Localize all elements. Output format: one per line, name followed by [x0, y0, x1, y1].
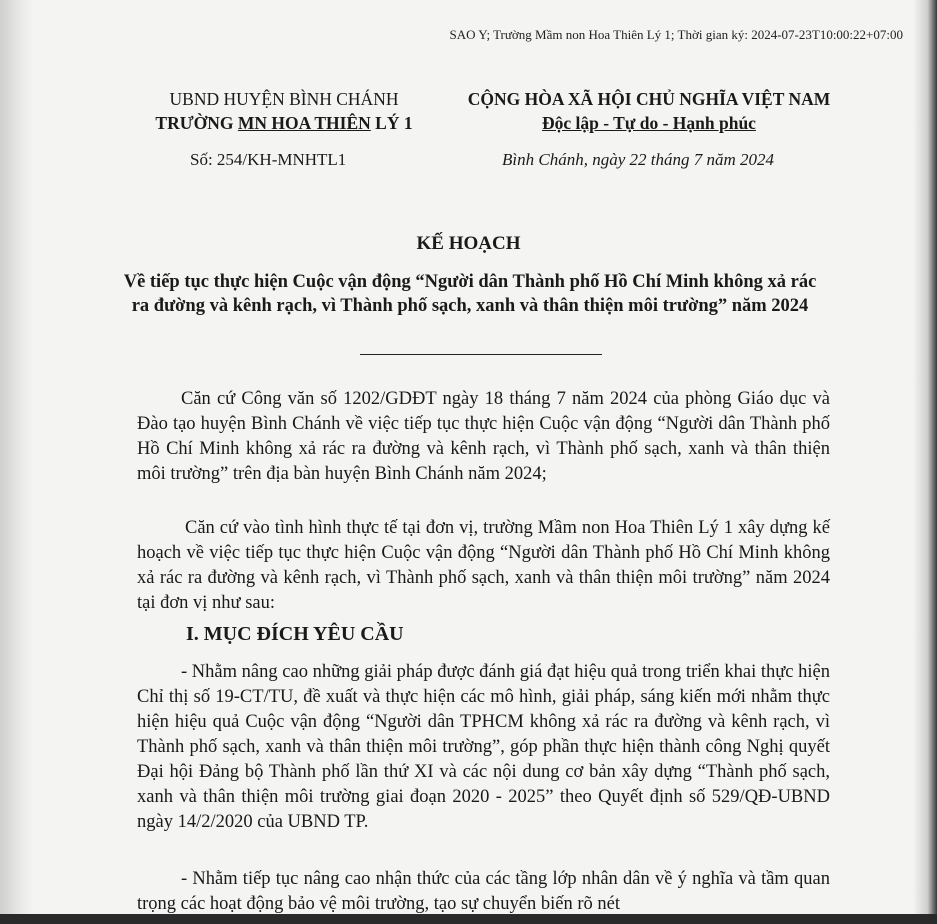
scan-left-shadow	[0, 0, 34, 924]
issuing-authority	[143, 87, 425, 135]
motto-line-2: Độc lập - Tự do - Hạnh phúc	[542, 113, 756, 133]
motto-line-1: CỘNG HÒA XÃ HỘI CHỦ NGHĨA VIỆT NAM	[467, 89, 831, 109]
authority-line-1: UBND HUYỆN BÌNH CHÁNH	[169, 89, 399, 109]
scan-bottom-bar	[0, 914, 937, 924]
paragraph-3: - Nhằm nâng cao những giải pháp được đánh giá đạt hiệu quả trong triển khai thực hiện Chỉ thị số 19-CT/TU, đề xuất và thực hiện các mô hình, giải pháp, sáng kiến mới nhằm thực hiện hiệu quả Cuộc vận động “Người dân TPHCM không xả rác ra đường và kênh rạch, vì Thành phố sạch, xanh và thân thiện môi trường”, góp phần thực hiện thành công Nghị quyết Đại hội Đảng bộ Thành phố lần thứ XI và các nội dung cơ bản xây dựng “Thành phố sạch, xanh và thân thiện môi trường giai đoạn 2020 - 2025” theo Quyết định số 529/QĐ-UBND ngày 14/2/2020 của UBND TP.	[137, 662, 830, 832]
authority-line-2	[143, 111, 425, 135]
authority-underlined: MN HOA THIÊN	[237, 113, 371, 133]
section-heading-1: I. MỤC ĐÍCH YÊU CẦU	[186, 623, 404, 645]
document-title: KẾ HOẠCH	[416, 233, 521, 254]
paragraph-4: - Nhằm tiếp tục nâng cao nhận thức của các tầng lớp nhân dân về ý nghĩa và tầm quan trọng các hoạt động bảo vệ môi trường, tạo sự chuyển biến rõ nét	[137, 869, 830, 914]
document-number: Số: 254/KH-MNHTL1	[190, 150, 347, 169]
paragraph-2: Căn cứ vào tình hình thực tế tại đơn vị, trường Mầm non Hoa Thiên Lý 1 xây dựng kế hoạch về việc tiếp tục thực hiện Cuộc vận động “Người dân Thành phố Hồ Chí Minh không xả rác ra đường và kênh rạch, vì Thành phố sạch, xanh và thân thiện môi trường” năm 2024 tại đơn vị như sau:	[137, 518, 830, 613]
national-motto	[444, 87, 854, 135]
scan-right-edge	[913, 0, 937, 924]
paragraph-1: Căn cứ Công văn số 1202/GDĐT ngày 18 tháng 7 năm 2024 của phòng Giáo dục và Đào tạo huyện Bình Chánh về việc tiếp tục thực hiện Cuộc vận động “Người dân Thành phố Hồ Chí Minh không xả rác ra đường và kênh rạch, vì Thành phố sạch, xanh và thân thiện môi trường” trên địa bàn huyện Bình Chánh năm 2024;	[137, 389, 830, 484]
title-divider	[360, 354, 602, 355]
authority-suffix: LÝ 1	[370, 113, 413, 133]
document-date: Bình Chánh, ngày 22 tháng 7 năm 2024	[502, 150, 774, 169]
document-subtitle: Về tiếp tục thực hiện Cuộc vận động “Người dân Thành phố Hồ Chí Minh không xả rác ra đường và kênh rạch, vì Thành phố sạch, xanh và thân thiện môi trường” năm 2024	[123, 272, 817, 316]
digital-signature-stamp: SAO Y; Trường Mầm non Hoa Thiên Lý 1; Thời gian ký: 2024-07-23T10:00:22+07:00	[449, 27, 903, 42]
authority-prefix: TRƯỜNG	[155, 113, 238, 133]
